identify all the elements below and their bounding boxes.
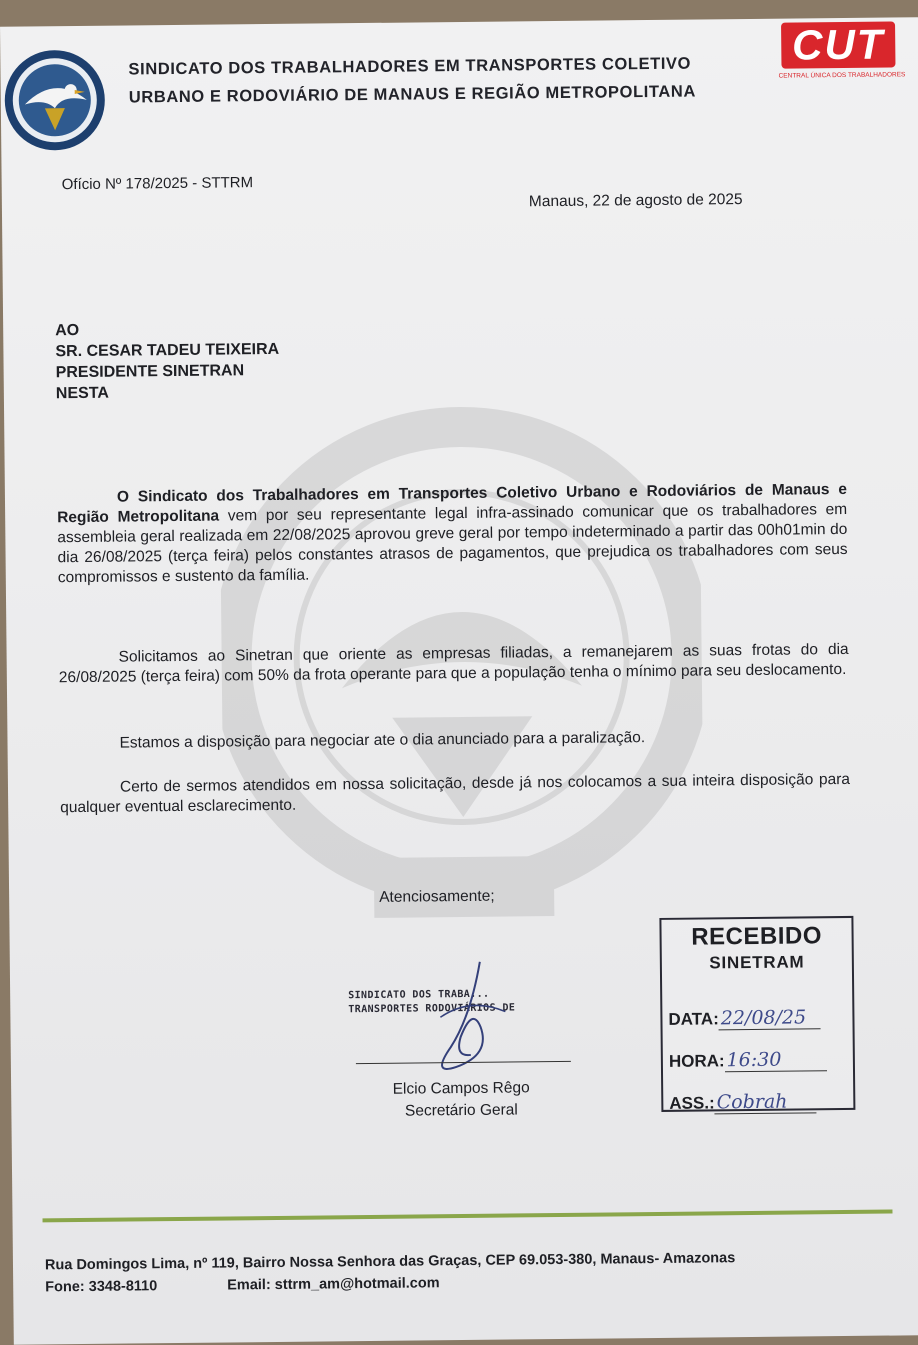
signature-stamp-line2: TRANSPORTES RODOVIÁRIOS DE <box>348 1002 516 1016</box>
closing: Atenciosamente; <box>379 887 495 906</box>
union-name-line1: SINDICATO DOS TRABALHADORES EM TRANSPORTES COLETIVO <box>128 54 692 79</box>
recipient-line3: PRESIDENTE SINETRAN <box>55 362 245 382</box>
paragraph-3: Estamos a disposição para negociar ate o dia anunciado para a paralização. <box>119 729 646 752</box>
recipient-line4: NESTA <box>55 384 110 403</box>
recipient-line2: SR. CESAR TADEU TEIXEIRA <box>55 340 280 361</box>
received-stamp-title: RECEBIDO <box>691 922 823 951</box>
recipient-line1: AO <box>55 321 80 340</box>
cut-logo-text: CUT <box>781 21 895 68</box>
signer-name: Elcio Campos Rêgo <box>392 1079 530 1098</box>
letter-page <box>0 17 918 1345</box>
received-time-row <box>669 1048 827 1073</box>
union-seal-logo-icon <box>0 46 109 155</box>
signature-stamp-line1: SINDICATO DOS TRABA... <box>348 988 490 1002</box>
paragraph-4: Certo de sermos atendidos em nossa solicitação, desde já nos colocamos a sua inteira disposição para qualquer eventual esclarecimento. <box>60 770 851 817</box>
received-sign-value: Cobrah <box>715 1090 817 1114</box>
received-time-value: 16:30 <box>724 1048 826 1072</box>
received-date-row <box>668 1006 821 1031</box>
footer-email: Email: sttrm_am@hotmail.com <box>227 1275 440 1294</box>
received-stamp-subtitle: SINETRAM <box>709 952 805 973</box>
paragraph-1-bold: O Sindicato dos Trabalhadores em Transportes Coletivo Urbano e Rodoviários de Manaus e Região Metropolitana <box>57 480 848 527</box>
received-date-label: DATA: <box>668 1009 719 1029</box>
received-time-label: HORA: <box>668 1051 725 1071</box>
union-header-title <box>128 49 769 112</box>
paragraph-1 <box>57 480 848 588</box>
received-date-value: 22/08/25 <box>719 1006 821 1030</box>
received-stamp <box>659 916 855 1112</box>
handwritten-signature-icon <box>410 956 531 1087</box>
signer-title: Secretário Geral <box>404 1101 518 1120</box>
union-name-line2: URBANO E RODOVIÁRIO DE MANAUS E REGIÃO METROPOLITANA <box>128 82 697 107</box>
letter-reference: Ofício Nº 178/2025 - STTRM <box>61 174 254 194</box>
paragraph-1-text: vem por seu representante legal infra-assinado comunicar que os trabalhadores em assembleia geral realizada em 22/08/2025 aprovou greve geral por tempo indeterminado a partir das 00h01min do dia 26/08/2025 (terça feira) pelos constantes atrasos de pagamentos, que prejudica os trabalhadores com seus compromissos e sustento da família. <box>57 500 848 587</box>
signer-block <box>341 1077 581 1124</box>
received-sign-row <box>669 1090 817 1115</box>
cut-logo-subtitle: CENTRAL ÚNICA DOS TRABALHADORES <box>778 71 906 80</box>
footer <box>45 1245 915 1298</box>
letter-date: Manaus, 22 de agosto de 2025 <box>528 191 743 211</box>
cut-logo <box>778 19 904 92</box>
footer-phone: Fone: 3348-8110 <box>45 1278 158 1296</box>
footer-address: Rua Domingos Lima, nº 119, Bairro Nossa Senhora das Graças, CEP 69.053-380, Manaus- Amazonas <box>44 1250 736 1274</box>
received-sign-label: ASS.: <box>669 1093 715 1113</box>
footer-rule <box>43 1210 893 1223</box>
paragraph-2: Solicitamos ao Sinetran que oriente as empresas filiadas, a remanejarem as suas frotas do dia 26/08/2025 (terça feira) com 50% da frota operante para que a população tenha o mínimo para seu deslocamento. <box>58 640 849 687</box>
recipient-block <box>55 318 280 404</box>
